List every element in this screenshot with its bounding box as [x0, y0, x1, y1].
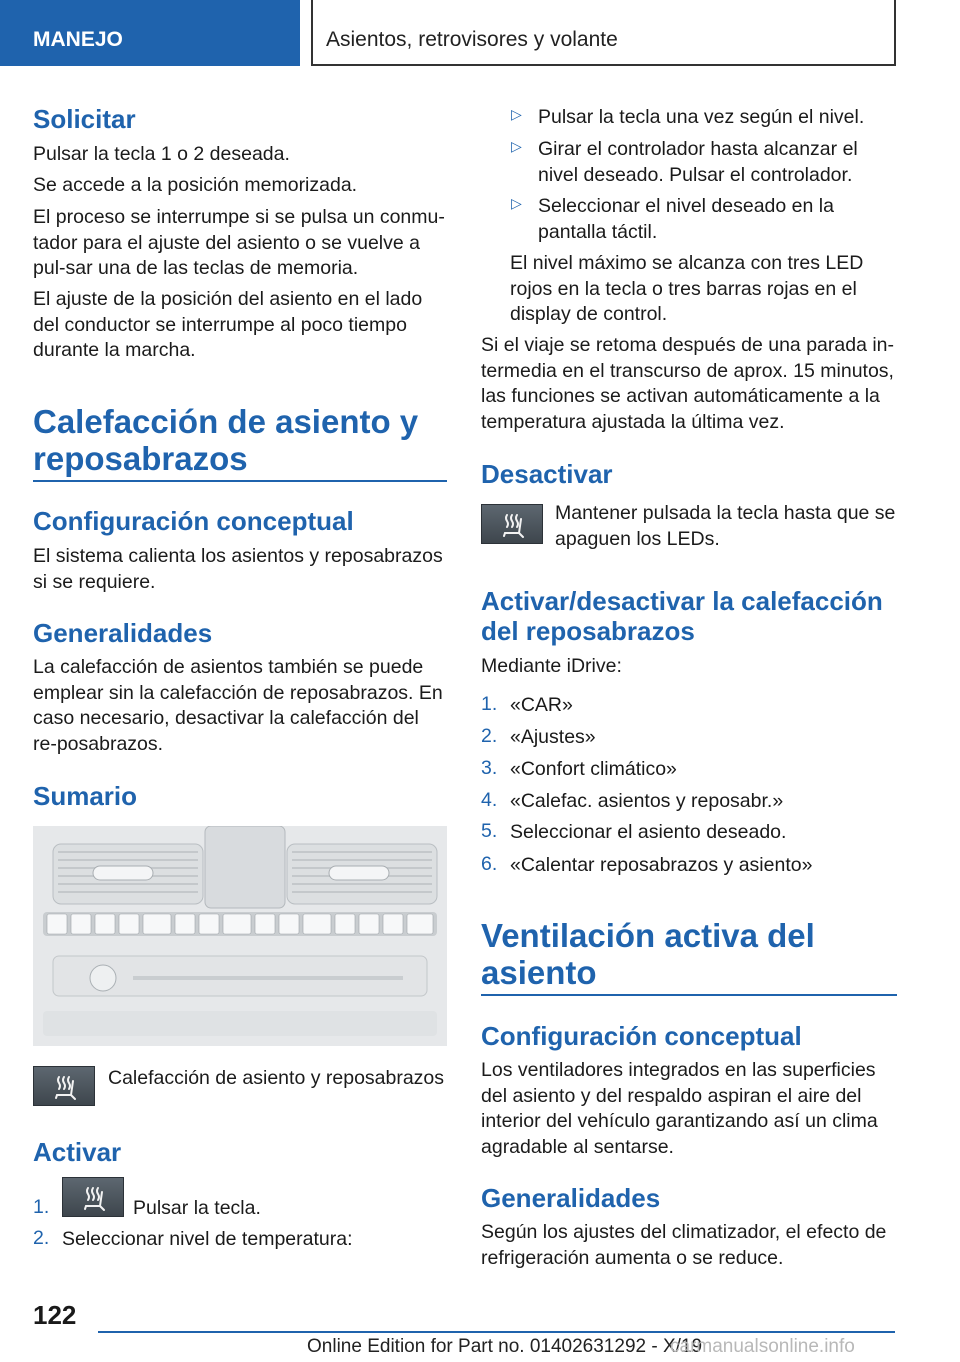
- climate-panel-image: [33, 826, 447, 1046]
- step-number: 3.: [481, 757, 498, 779]
- configuracion-heading-2: Configuración conceptual: [481, 1021, 802, 1051]
- step-text: Seleccionar nivel de temperatura:: [62, 1228, 353, 1250]
- bullet-item: [481, 194, 897, 245]
- step-text: «Ajustes»: [510, 726, 596, 748]
- seat-heating-icon[interactable]: [62, 1177, 124, 1217]
- step-number: 1.: [33, 1196, 50, 1218]
- idrive-step-3: [481, 757, 897, 783]
- idrive-step-2: [481, 725, 897, 751]
- edition-text: Online Edition for Part no. 01402631292 - X/19: [307, 1336, 703, 1357]
- step-number: 4.: [481, 789, 498, 811]
- section-tab[interactable]: MANEJO: [0, 0, 300, 66]
- seat-heating-icon: [481, 504, 543, 544]
- idrive-step-1: [481, 693, 897, 719]
- solicitar-paragraph-3: El proceso se interrumpe si se pulsa un conmu-tador para el ajuste del asiento o se vuelve a pul-sar una de las teclas de memoria.: [33, 206, 445, 279]
- step-text: Pulsar la tecla.: [133, 1197, 261, 1219]
- section-rule: [33, 480, 447, 482]
- desactivar-heading: Desactivar: [481, 459, 613, 489]
- generalidades-paragraph-2: Según los ajustes del climatizador, el efecto de refrigeración aumenta o se reduce.: [481, 1221, 887, 1269]
- triangle-bullet-icon: ▷: [511, 106, 522, 122]
- generalidades-paragraph: La calefacción de asientos también se puede emplear sin la calefacción de reposabrazos. En caso necesario, desactivar la calefacción del re-posabrazos.: [33, 656, 443, 755]
- calefaccion-heading: Calefacción de asiento y reposabrazos: [33, 403, 419, 477]
- idrive-step-6: [481, 853, 897, 879]
- solicitar-paragraph-2: Se accede a la posición memorizada.: [33, 174, 358, 196]
- reposabrazos-heading: Activar/desactivar la calefacción del reposabrazos: [481, 586, 883, 646]
- idrive-paragraph: Mediante iDrive:: [481, 655, 622, 677]
- step-text: «Calefac. asientos y reposabr.»: [510, 790, 784, 812]
- retoma-paragraph: Si el viaje se retoma después de una parada in-termedia en el transcurso de aprox. 15 minutos, las funciones se activan automáticamente a la temperatura ajustada la última vez.: [481, 334, 895, 433]
- triangle-bullet-icon: ▷: [511, 195, 522, 211]
- climate-panel-drawing: [33, 826, 447, 1046]
- step-text: Seleccionar el asiento deseado.: [510, 821, 787, 843]
- step-number: 2.: [481, 725, 498, 747]
- desactivar-paragraph: Mantener pulsada la tecla hasta que se apaguen los LEDs.: [555, 502, 896, 550]
- step-number: 5.: [481, 820, 498, 842]
- icon-caption: Calefacción de asiento y reposabrazos: [108, 1067, 445, 1089]
- idrive-step-4: [481, 789, 897, 815]
- bullet-item: [481, 137, 897, 188]
- configuracion-heading: Configuración conceptual: [33, 506, 354, 536]
- max-level-note: El nivel máximo se alcanza con tres LED rojos en la tecla o tres barras rojas en el display de control.: [510, 252, 864, 325]
- bullet-text: Seleccionar el nivel deseado en la pantalla táctil.: [538, 195, 834, 243]
- configuracion-paragraph-2: Los ventiladores integrados en las superficies del asiento y del respaldo aspiran el aire del interior del vehículo garantizando así un clima agradable al sentarse.: [481, 1059, 878, 1158]
- step-number: 1.: [481, 693, 498, 715]
- bullet-text: Pulsar la tecla una vez según el nivel.: [538, 106, 865, 128]
- activar-step-2: [33, 1227, 447, 1253]
- solicitar-paragraph-1: Pulsar la tecla 1 o 2 deseada.: [33, 143, 290, 165]
- generalidades-heading-2: Generalidades: [481, 1183, 661, 1213]
- watermark: carmanualsonline.info: [670, 1336, 855, 1357]
- page-number: 122: [33, 1300, 77, 1330]
- seat-heating-icon: [33, 1066, 95, 1106]
- footer-rule: [98, 1331, 895, 1333]
- solicitar-heading: Solicitar: [33, 104, 136, 134]
- ventilacion-heading: Ventilación activa del asiento: [481, 917, 815, 991]
- step-number: 6.: [481, 853, 498, 875]
- idrive-step-5: [481, 820, 897, 846]
- step-text: «Calentar reposabrazos y asiento»: [510, 854, 813, 876]
- generalidades-heading: Generalidades: [33, 618, 213, 648]
- solicitar-paragraph-4: El ajuste de la posición del asiento en el lado del conductor se interrumpe al poco tiempo durante la marcha.: [33, 288, 423, 361]
- activar-heading: Activar: [33, 1137, 122, 1167]
- configuracion-paragraph: El sistema calienta los asientos y reposabrazos si se requiere.: [33, 545, 443, 593]
- step-text: «Confort climático»: [510, 758, 677, 780]
- step-number: 2.: [33, 1227, 50, 1249]
- section-rule: [481, 994, 897, 996]
- triangle-bullet-icon: ▷: [511, 138, 522, 154]
- bullet-text: Girar el controlador hasta alcanzar el nivel deseado. Pulsar el controlador.: [538, 138, 858, 186]
- page-title: Asientos, retrovisores y volante: [326, 28, 618, 51]
- sumario-heading: Sumario: [33, 781, 138, 811]
- bullet-item: [481, 105, 897, 131]
- step-text: «CAR»: [510, 694, 573, 716]
